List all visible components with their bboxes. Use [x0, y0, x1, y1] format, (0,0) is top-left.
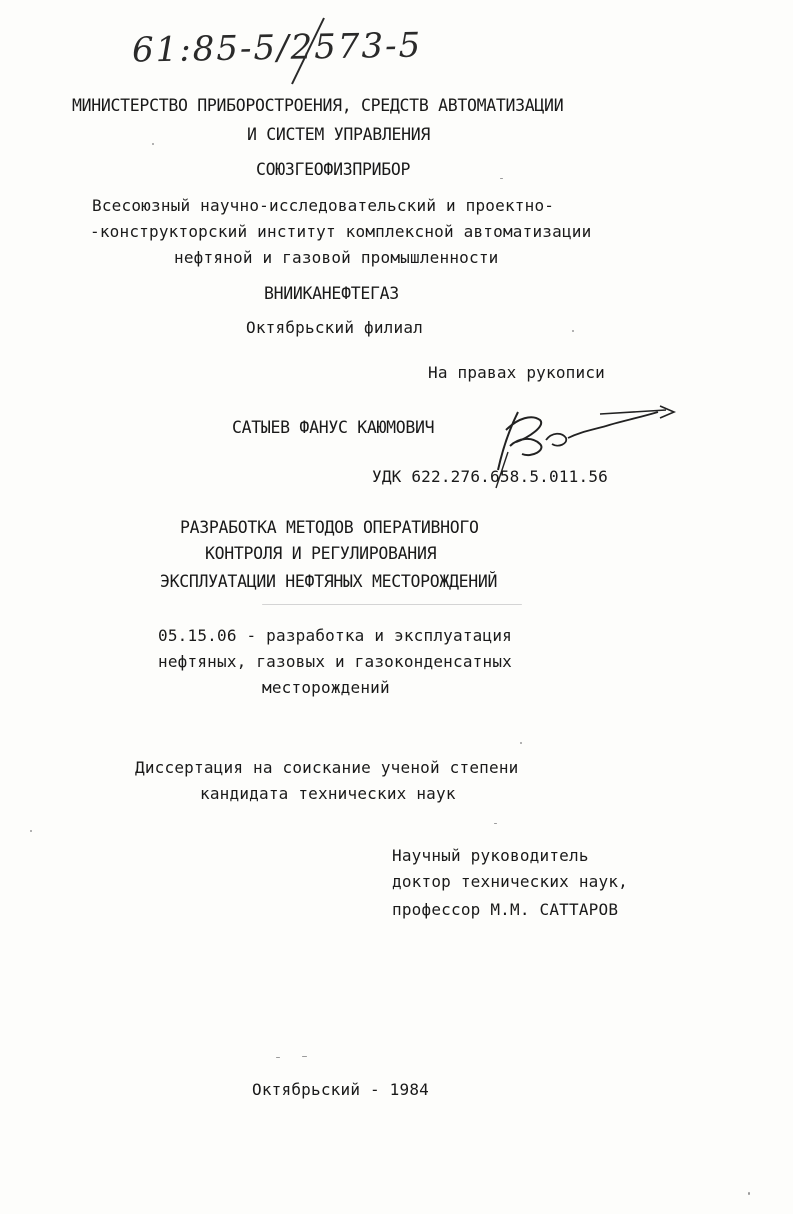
ministry-line-2: И СИСТЕМ УПРАВЛЕНИЯ [247, 125, 431, 144]
udc-code: УДК 622.276.658.5.011.56 [372, 467, 608, 486]
archive-number-handwritten: 61:85-5/2573-5 [131, 25, 423, 71]
supervisor-line-2: доктор технических наук, [392, 872, 628, 891]
supervisor-line-1: Научный руководитель [392, 846, 589, 865]
institute-line-2: -конструкторский институт комплексной автоматизации [90, 222, 592, 241]
title-line-3: ЭКСПЛУАТАЦИИ НЕФТЯНЫХ МЕСТОРОЖДЕНИЙ [160, 572, 498, 591]
scan-speck [520, 742, 522, 744]
specialty-line-1: 05.15.06 - разработка и эксплуатация [158, 626, 512, 645]
title-line-1: РАЗРАБОТКА МЕТОДОВ ОПЕРАТИВНОГО [180, 518, 479, 537]
scan-speck [572, 330, 574, 332]
supervisor-line-3: профессор М.М. САТТАРОВ [392, 900, 619, 919]
scan-speck [262, 604, 522, 605]
manuscript-note: На правах рукописи [428, 363, 605, 382]
scan-speck [276, 1057, 280, 1058]
handwritten-slash-mark [278, 16, 338, 86]
institute-line-3: нефтяной и газовой промышленности [174, 248, 499, 267]
branch-name: Октябрьский филиал [246, 318, 423, 337]
scan-speck [748, 1192, 750, 1195]
specialty-line-2: нефтяных, газовых и газоконденсатных [158, 652, 512, 671]
union-name: СОЮЗГЕОФИЗПРИБОР [256, 160, 411, 179]
author-name: САТЫЕВ ФАНУС КАЮМОВИЧ [232, 418, 435, 437]
dissertation-line-2: кандидата технических наук [200, 784, 456, 803]
scan-speck [152, 143, 154, 145]
scan-speck [500, 178, 503, 179]
dissertation-line-1: Диссертация на соискание ученой степени [135, 758, 519, 777]
ministry-line-1: МИНИСТЕРСТВО ПРИБОРОСТРОЕНИЯ, СРЕДСТВ АВТОМАТИЗАЦИИ [72, 96, 564, 115]
title-line-2: КОНТРОЛЯ И РЕГУЛИРОВАНИЯ [205, 544, 437, 563]
scan-speck [494, 823, 497, 824]
scan-speck [302, 1056, 307, 1057]
institute-short-name: ВНИИКАНЕФТЕГАЗ [264, 284, 399, 303]
specialty-line-3: месторождений [262, 678, 390, 697]
scan-speck [30, 830, 32, 832]
institute-line-1: Всесоюзный научно-исследовательский и проектно- [92, 196, 555, 215]
place-and-year: Октябрьский - 1984 [252, 1080, 429, 1099]
